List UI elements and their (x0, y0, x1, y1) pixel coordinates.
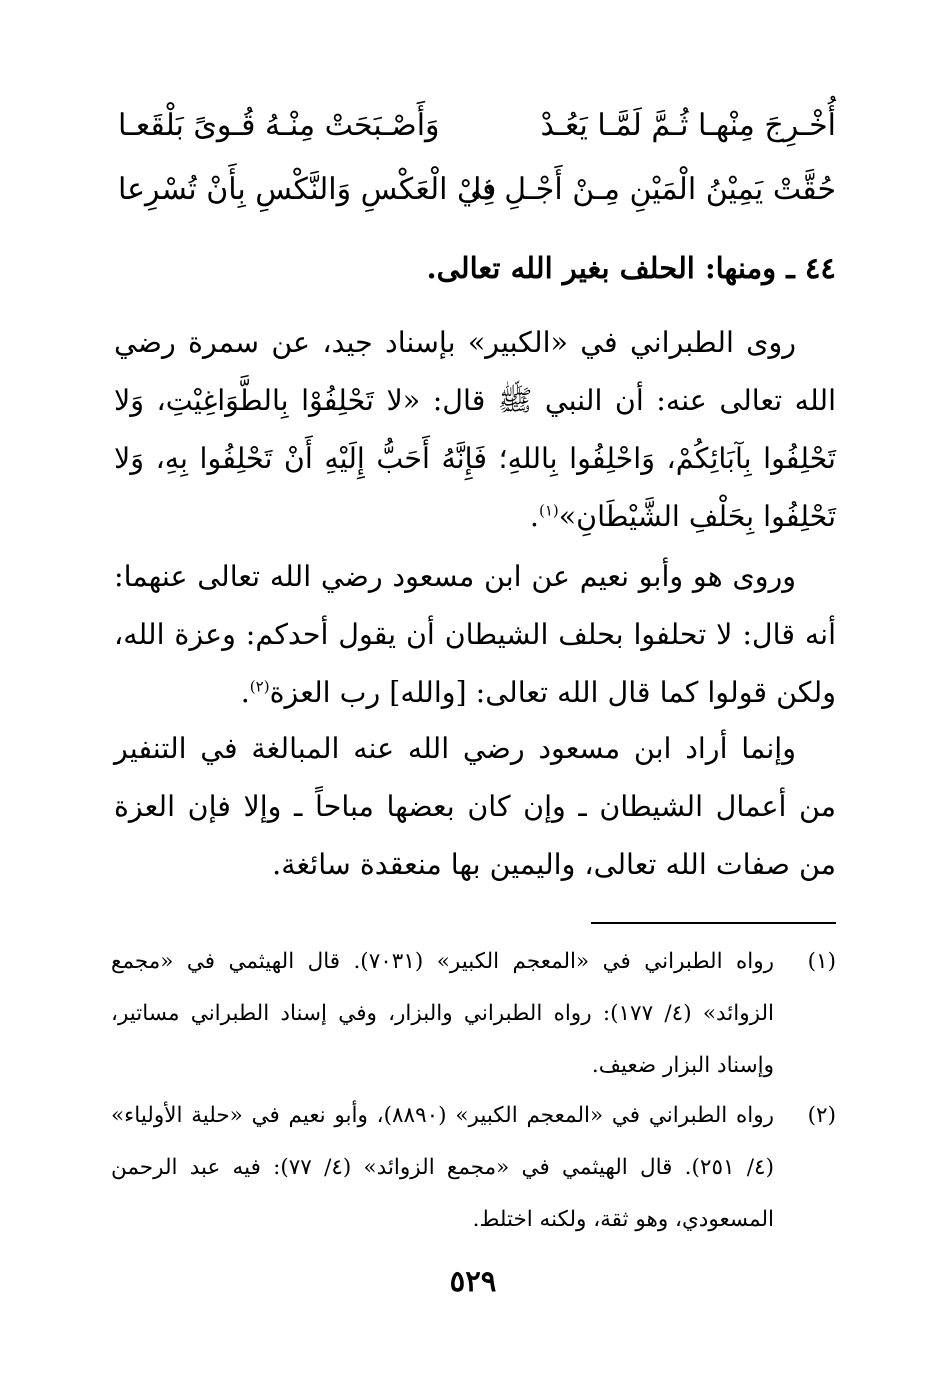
footnote-ref-1: (١) (538, 501, 559, 520)
verse-1-first-hemistich: أُخْـرِجَ مِنْهـا ثُـمَّ لَمَّـا يَعُـدْ (540, 108, 836, 143)
paragraph-ibn-masud-report (114, 548, 836, 722)
page-number: ٥٢٩ (449, 1264, 497, 1298)
section-heading: ٤٤ ـ ومنها: الحلف بغير الله تعالى. (426, 251, 836, 285)
poem-verse-2 (118, 160, 836, 220)
paragraph-3-text: وإنما أراد ابن مسعود رضي الله عنه المبالغة في التنفير من أعمال الشيطان ـ وإن كان بعضها مباحاً ـ وإلا فإن العزة من صفات الله تعالى، واليمين بها منعقدة سائغة. (114, 732, 836, 881)
paragraph-1-end: . (529, 500, 539, 533)
footnote-ref-2: (٢) (249, 677, 270, 696)
paragraph-2-text: وروى هو وأبو نعيم عن ابن مسعود رضي الله تعالى عنهما: أنه قال: لا تحلفوا بحلف الشيطان أن يقول أحدكم: وعزة الله، ولكن قولوا كما قال الله تعالى: [والله] رب العزة (114, 560, 836, 709)
footnote-2-text: رواه الطبراني في «المعجم الكبير» (٨٨٩٠)، وأبو نعيم في «حلية الأولياء» (٤/ ٢٥١). قال الهيثمي في «مجمع الزوائد» (٤/ ٧٧): فيه عبد الرحمن المسعودي، وهو ثقة، ولكنه اختلط. (111, 1103, 774, 1232)
footnote-1-text: رواه الطبراني في «المعجم الكبير» (٧٠٣١). قال الهيثمي في «مجمع الزوائد» (٤/ ١٧٧): رواه الطبراني والبزار، وفي إسناد الطبراني مساتير، وإسناد البزار ضعيف. (111, 949, 774, 1078)
footnote-separator (591, 922, 836, 924)
poem-verse-1 (118, 96, 836, 156)
paragraph-tabarani-hadith (114, 314, 836, 546)
paragraph-1-text: روى الطبراني في «الكبير» بإسناد جيد، عن سمرة رضي الله تعالى عنه: أن النبي ﷺ قال: «لا تَحْلِفُوْا بِالطَّوَاغِيْتِ، وَلا تَحْلِفُوا بِآبَائِكُمْ، وَاحْلِفُوا بِاللهِ؛ فَإِنَّهُ أَحَبُّ إِلَيْهِ أَنْ تَحْلِفُوا بِهِ، وَلا تَحْلِفُوا بِحَلْفِ الشَّيْطَانِ» (114, 326, 836, 533)
paragraph-explanation (114, 720, 836, 894)
verse-1-second-hemistich: وَأَصْـبَحَتْ مِنْـهُ قُـوىً بَلْقَعـا (118, 108, 440, 143)
footnote-1 (111, 936, 836, 1092)
verse-2-second-hemistich: فِيْ الْعَكْسِ وَالنَّكْسِ بِأَنْ تُسْرِعا (118, 172, 497, 207)
footnote-2-number: (٢) (807, 1103, 836, 1128)
verse-2-first-hemistich: حُقَّتْ يَمِيْنُ الْمَيْنِ مِـنْ أَجْـلِ ذا (473, 172, 836, 207)
footnote-1-number: (١) (807, 949, 836, 974)
footnote-2 (111, 1090, 836, 1246)
paragraph-2-end: . (240, 676, 250, 709)
